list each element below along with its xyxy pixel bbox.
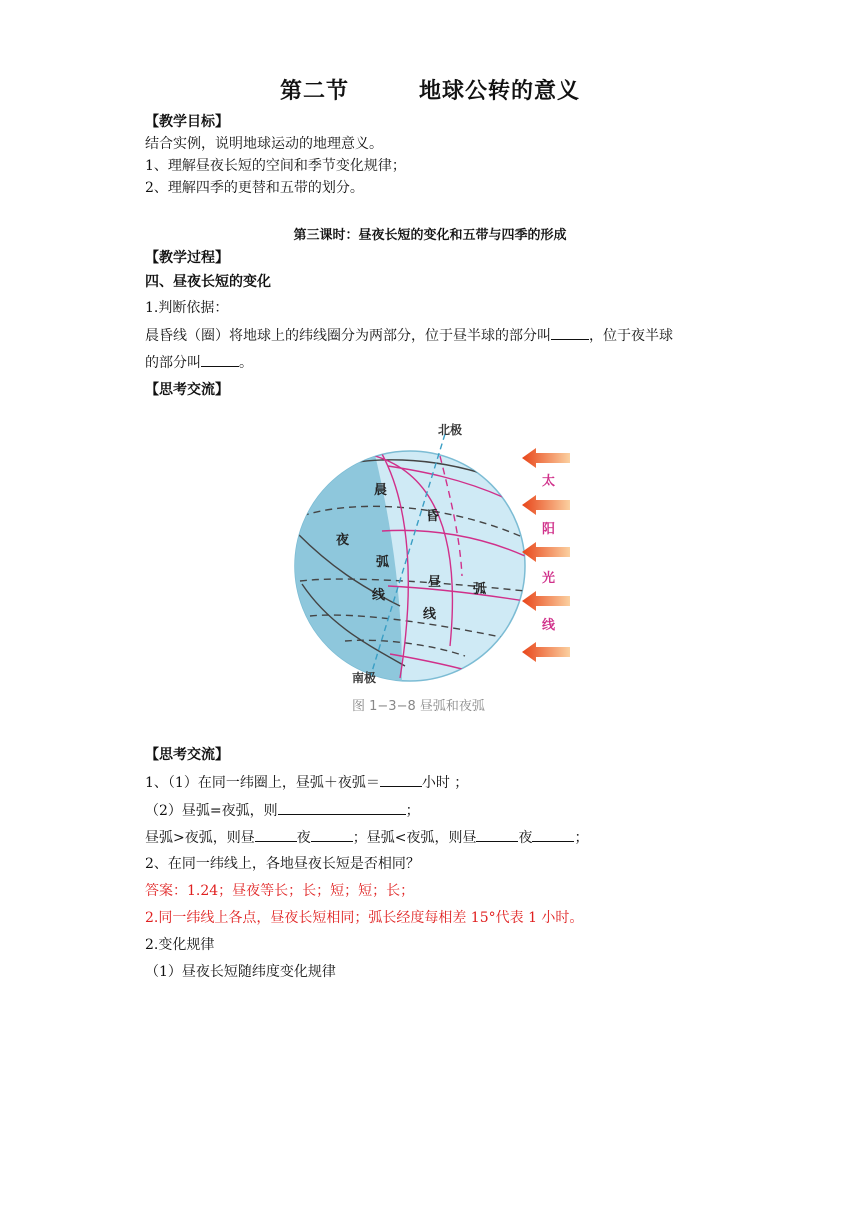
lesson-title: 第三课时：昼夜长短的变化和五带与四季的形成 [293, 228, 567, 243]
page-title [0, 74, 860, 105]
figure-caption: 图 1−3−8 昼弧和夜弧 [352, 699, 485, 714]
question-1a: 1、（1）在同一纬圈上，昼弧＋夜弧＝ 小时 ； [145, 772, 468, 793]
blank-night-short [311, 827, 353, 842]
sun-label-3: 光 [542, 571, 556, 586]
sun-label-1: 太 [542, 474, 556, 489]
question-1b: （2）昼弧=夜弧，则 ； [145, 800, 420, 821]
answer-2: 2.同一纬线上各点，昼夜长短相同；弧长经度每相差 15°代表 1 小时。 [145, 910, 584, 926]
label-chen: 晨 [374, 483, 388, 498]
blank-day-long [255, 827, 297, 842]
answer-1: 答案：1.24；昼夜等长；长；短；短；长； [145, 883, 415, 899]
label-xian-1: 线 [372, 588, 386, 603]
title-topic: 地球公转的意义 [419, 79, 581, 104]
rule-item-1: （1）昼夜长短随纬度变化规律 [145, 964, 336, 980]
question-2: 2、在同一纬线上，各地昼夜长短是否相同？ [145, 856, 420, 872]
sun-arrow [522, 542, 570, 562]
sun-label-2: 阳 [542, 522, 556, 537]
day-night-arc-diagram [290, 416, 580, 721]
label-hu-2: 弧 [473, 582, 487, 597]
blank-yehu [201, 352, 239, 367]
goals-intro: 结合实例，说明地球运动的地理意义。 [145, 136, 383, 152]
south-pole-label: 南极 [352, 671, 377, 685]
process-heading: 【教学过程】 [145, 250, 229, 266]
sun-arrow [522, 591, 570, 611]
rule-heading: 2.变化规律 [145, 937, 215, 953]
blank-night-long [532, 827, 574, 842]
blank-zhouhu [551, 325, 589, 340]
north-pole-label: 北极 [438, 423, 463, 437]
think-heading-1: 【思考交流】 [145, 382, 229, 398]
judge-heading: 1.判断依据： [145, 300, 229, 316]
label-ye: 夜 [336, 533, 350, 548]
label-hu-1: 弧 [376, 555, 390, 570]
label-xian-2: 线 [423, 607, 437, 622]
sun-arrow [522, 448, 570, 468]
blank-day-short [476, 827, 518, 842]
goals-item-1: 1、理解昼夜长短的空间和季节变化规律； [145, 158, 406, 174]
blank-hours [380, 772, 422, 787]
globe [290, 416, 535, 721]
title-section: 第二节 [279, 79, 349, 104]
blank-equal [278, 800, 406, 815]
judge-text-2: 的部分叫 。 [145, 352, 253, 373]
label-zhou: 昼 [428, 575, 442, 590]
goals-item-2: 2、理解四季的更替和五带的划分。 [145, 180, 364, 196]
sun-arrow [522, 495, 570, 515]
question-1c: 昼弧>夜弧，则昼 夜 ；昼弧<夜弧，则昼 夜 ； [145, 827, 588, 848]
sun-label-4: 线 [542, 618, 556, 633]
label-hun: 昏 [426, 509, 440, 524]
judge-text-1: 晨昏线（圈）将地球上的纬线圈分为两部分，位于昼半球的部分叫 ，位于夜半球 [145, 325, 673, 346]
sun-arrow [522, 642, 570, 662]
goals-heading: 【教学目标】 [145, 114, 229, 130]
section-heading: 四、昼夜长短的变化 [145, 274, 271, 290]
think-heading-2: 【思考交流】 [145, 747, 229, 763]
